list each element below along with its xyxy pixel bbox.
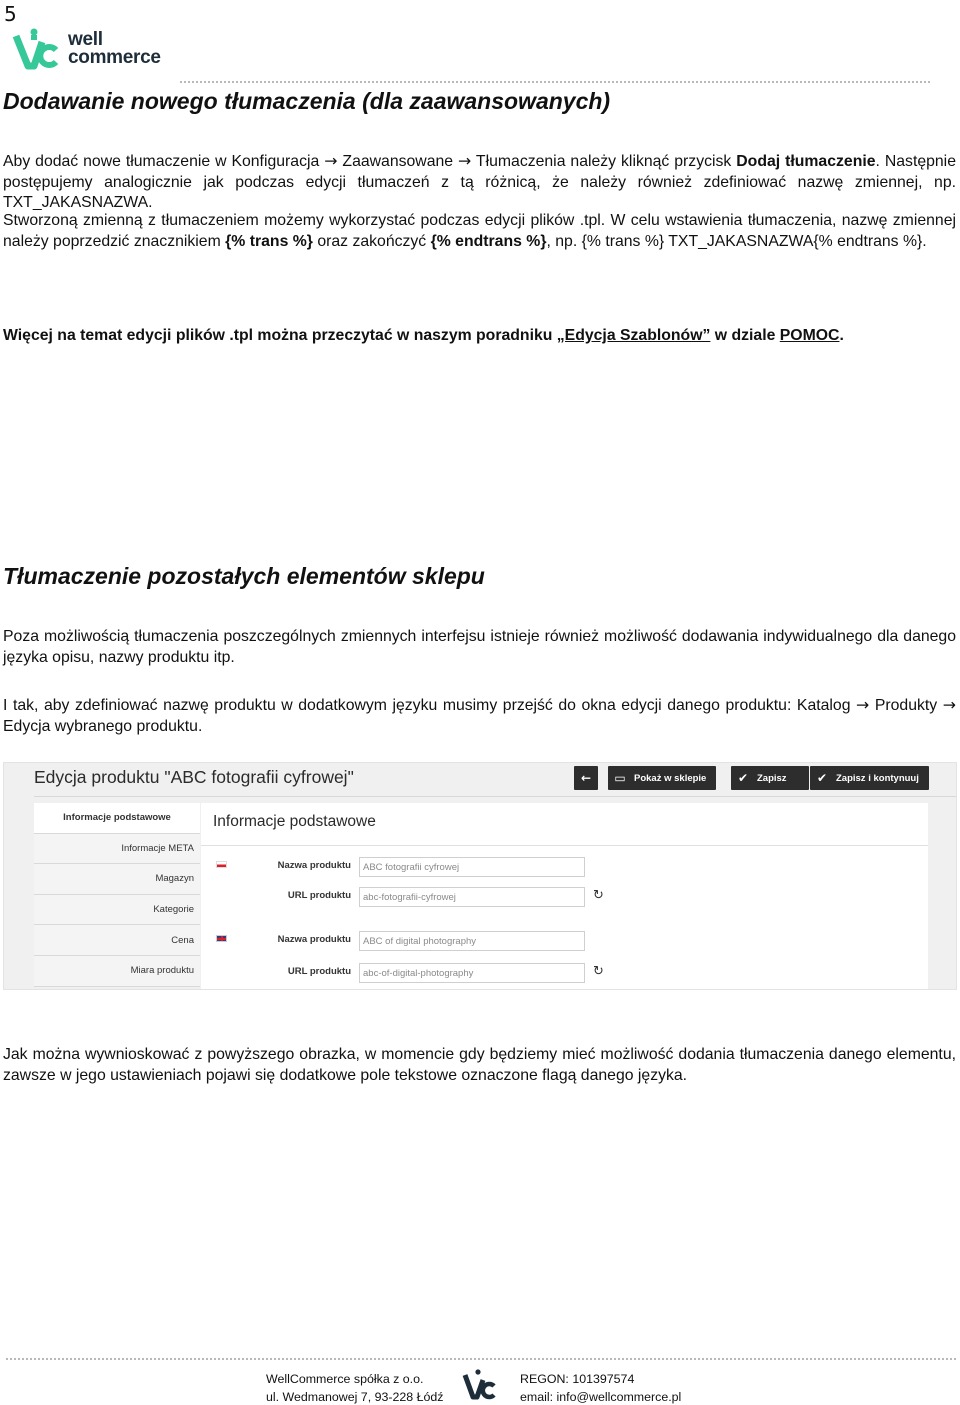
gb-flag-icon <box>216 935 227 942</box>
wellcommerce-footer-logo-icon <box>462 1368 498 1402</box>
page-number: 5 <box>4 2 17 26</box>
menu-item-basic-info[interactable]: Informacje podstawowe <box>34 803 200 834</box>
refresh-icon[interactable]: ↻ <box>593 888 604 903</box>
panel-title: Informacje podstawowe <box>213 813 376 830</box>
product-url-pl-input[interactable]: abc-fotografii-cyfrowej <box>359 887 585 907</box>
section-heading-new-translation: Dodawanie nowego tłumaczenia (dla zaawansowanych) <box>3 88 611 114</box>
preview-in-shop-button[interactable]: ▭ Pokaż w sklepie <box>608 766 716 790</box>
edycja-szablonow-link[interactable]: „Edycja Szablonów” <box>556 327 711 344</box>
form-row-name-en <box>201 931 928 959</box>
arrow-icon: → <box>458 151 472 170</box>
paragraph-conclusion: Jak można wywnioskować z powyższego obrazka, w momencie gdy będziemy mieć możliwość dodania tłumaczenia danego elementu, zawsze w jego ustawieniach pojawi się dodatkowe pole tekstowe oznaczone flagą danego języka. <box>3 1046 956 1084</box>
product-name-pl-input[interactable]: ABC fotografii cyfrowej <box>359 857 585 877</box>
back-button[interactable] <box>574 766 598 790</box>
basic-info-panel <box>201 803 928 989</box>
back-arrow-icon: ← <box>580 771 592 785</box>
menu-item-price[interactable]: Cena <box>34 925 200 956</box>
arrow-icon: → <box>942 695 956 714</box>
paragraph-add-translation: Aby dodać nowe tłumaczenie w Konfiguracja → Zaawansowane → Tłumaczenia należy kliknąć przycisk Dodaj tłumaczenie. Następnie postępujemy analogicznie jak podczas edycji tłumaczeń z tą różnicą, że należy również zdefiniować nazwę zmiennej, np. TXT_JAKASNAZWA. <box>3 151 956 211</box>
screenshot-divider <box>34 796 956 797</box>
pl-flag-icon <box>216 861 227 868</box>
wellcommerce-logo-icon <box>12 26 62 72</box>
product-edit-screenshot <box>3 762 957 990</box>
section-heading-other-elements: Tłumaczenie pozostałych elementów sklepu <box>3 563 485 589</box>
arrow-icon: → <box>856 695 870 714</box>
paragraph-more-info: Więcej na temat edycji plików .tpl można przeczytać w naszym poradniku „Edycja Szablonów” w dziale POMOC. <box>3 327 844 344</box>
paragraph-tpl-usage: Stworzoną zmienną z tłumaczeniem możemy wykorzystać podczas edycji plików .tpl. W celu wstawienia tłumaczenia, nazwę zmiennej należy poprzedzić znacznikiem {% trans %} oraz zakończyć {% endtrans %}, np. {% trans %} TXT_JAKASNAZWA{% endtrans %}. <box>3 212 956 250</box>
form-row-url-en <box>201 963 928 990</box>
check-icon: ✔ <box>737 771 749 785</box>
form-row-url-pl <box>201 887 928 915</box>
menu-item-meta[interactable]: Informacje META <box>34 834 200 865</box>
panel-rule <box>201 845 928 846</box>
refresh-icon[interactable]: ↻ <box>593 964 604 979</box>
arrow-icon: → <box>324 151 338 170</box>
field-label: Nazwa produktu <box>277 860 351 871</box>
product-edit-menu <box>34 803 200 987</box>
logo-line2: commerce <box>68 47 161 68</box>
paragraph-other-translation: Poza możliwością tłumaczenia poszczególnych zmiennych interfejsu istnieje również możliwość dodawania indywidualnego dla danego języka opisu, nazwy produktu itp. <box>3 628 956 666</box>
save-and-continue-button[interactable]: ✔ Zapisz i kontynuuj <box>810 766 929 790</box>
footer-rule <box>6 1358 956 1360</box>
product-url-en-input[interactable]: abc-of-digital-photography <box>359 963 585 983</box>
form-row-name-pl <box>201 857 928 885</box>
field-label: URL produktu <box>287 890 351 901</box>
check-icon: ✔ <box>816 771 828 785</box>
monitor-icon: ▭ <box>614 771 626 785</box>
logo-line1: well <box>68 29 103 50</box>
footer-address: ul. Wedmanowej 7, 93-228 Łódź <box>266 1390 444 1404</box>
header-rule <box>180 81 930 83</box>
screenshot-title: Edycja produktu "ABC fotografii cyfrowej" <box>34 767 354 787</box>
save-button[interactable]: ✔ Zapisz <box>731 766 809 790</box>
footer-company: WellCommerce spółka z o.o. <box>266 1372 424 1386</box>
footer-regon: REGON: 101397574 <box>520 1372 635 1386</box>
footer-email: email: info@wellcommerce.pl <box>520 1390 682 1404</box>
field-label: Nazwa produktu <box>277 934 351 945</box>
pomoc-link[interactable]: POMOC <box>779 327 840 344</box>
add-translation-term: Dodaj tłumaczenie <box>736 153 876 170</box>
field-label: URL produktu <box>287 966 351 977</box>
menu-item-categories[interactable]: Kategorie <box>34 895 200 926</box>
paragraph-product-edit: I tak, aby zdefiniować nazwę produktu w dodatkowym języku musimy przejść do okna edycji danego produktu: Katalog → Produkty → Edycja wybranego produktu. <box>3 695 956 735</box>
product-name-en-input[interactable]: ABC of digital photography <box>359 931 585 951</box>
menu-item-unit[interactable]: Miara produktu <box>34 956 200 987</box>
menu-item-stock[interactable]: Magazyn <box>34 864 200 895</box>
wellcommerce-logo <box>12 26 161 72</box>
